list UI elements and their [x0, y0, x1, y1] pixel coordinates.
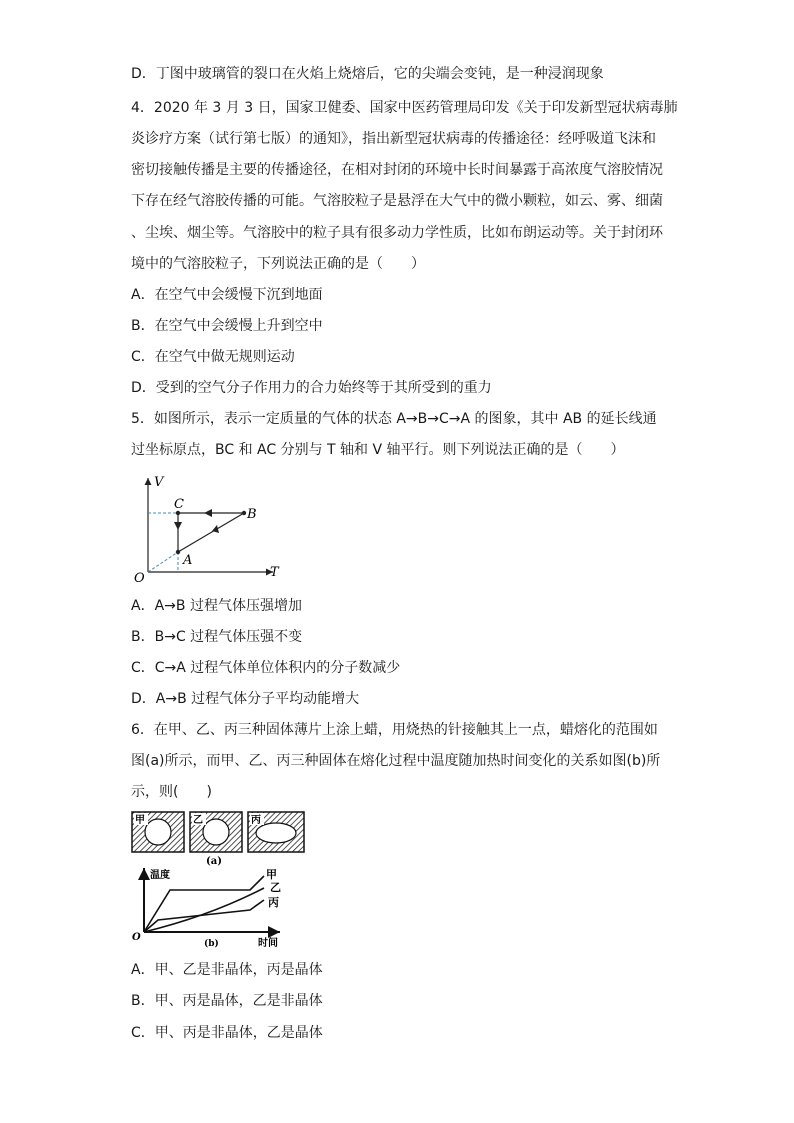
q5-option-d: D．A→B 过程气体分子平均动能增大	[131, 691, 360, 707]
q5-vt-diagram	[128, 470, 288, 585]
time-axis-label: 时间	[258, 938, 278, 949]
arrow-ca	[174, 522, 182, 530]
curve-jia	[144, 876, 264, 932]
caption-a: (a)	[206, 856, 222, 866]
label-bing: 丙	[251, 815, 261, 826]
wax-ellipse-bing	[256, 823, 296, 843]
q6-figure-a	[130, 810, 310, 866]
temp-axis-label: 温度	[150, 870, 170, 881]
q4-text-line: 下存在经气溶胶传播的可能。气溶胶粒子是悬浮在大气中的微小颗粒，如云、雾、细菌	[131, 193, 663, 209]
q3-option-d: D．丁图中玻璃管的裂口在火焰上烧熔后，它的尖端会变钝，是一种浸润现象	[131, 66, 604, 82]
label-jia: 甲	[135, 815, 145, 826]
q4-text-line: 、尘埃、烟尘等。气溶胶中的粒子具有很多动力学性质，比如布朗运动等。关于封闭环	[131, 225, 663, 241]
point-b-label: B	[247, 507, 257, 522]
t-axis-label: T	[270, 565, 279, 580]
wax-circle-yi	[203, 819, 229, 845]
curve-label-jia: 甲	[266, 868, 277, 881]
point-b	[242, 511, 246, 515]
q5-text-line: 5．如图所示，表示一定质量的气体的状态 A→B→C→A 的图象，其中 AB 的延长线通	[131, 411, 657, 427]
q6-option-b: B．甲、丙是晶体，乙是非晶体	[131, 993, 323, 1009]
origin-label: O	[134, 571, 145, 585]
q6-text-line: 示，则( )	[131, 784, 212, 800]
q4-option-d: D．受到的空气分子作用力的合力始终等于其所受到的重力	[131, 380, 492, 396]
q5-option-b: B．B→C 过程气体压强不变	[131, 629, 303, 645]
q6-option-a: A．甲、乙是非晶体，丙是晶体	[131, 962, 323, 978]
line-ab	[178, 513, 244, 552]
point-a-label: A	[183, 553, 193, 568]
q5-text-line: 过坐标原点，BC 和 AC 分别与 T 轴和 V 轴平行。则下列说法正确的是（ ）	[131, 442, 625, 458]
label-yi: 乙	[193, 815, 203, 826]
q4-text-line: 4．2020 年 3 月 3 日，国家卫健委、国家中医药管理局印发《关于印发新型冠状病毒肺	[131, 100, 678, 116]
q6-text-line: 6．在甲、乙、丙三种固体薄片上涂上蜡，用烧热的针接触其上一点，蜡熔化的范围如	[131, 722, 658, 738]
q4-option-c: C．在空气中做无规则运动	[131, 349, 295, 365]
q4-text-line: 境中的气溶胶粒子，下列说法正确的是（ ）	[131, 256, 425, 272]
caption-b: (b)	[204, 939, 219, 949]
point-c-label: C	[174, 497, 184, 512]
q4-text-line: 密切接触传播是主要的传播途径，在相对封闭的环境中长时间暴露于高浓度气溶胶情况	[131, 162, 663, 178]
q6-option-c: C．甲、丙是非晶体，乙是晶体	[131, 1025, 323, 1041]
curve-label-yi: 乙	[270, 881, 281, 894]
arrow-bc	[204, 509, 212, 517]
guide-origin-dashed	[148, 552, 178, 572]
curve-label-bing: 丙	[268, 896, 279, 909]
q5-option-a: A．A→B 过程气体压强增加	[131, 598, 302, 614]
q5-option-c: C．C→A 过程气体单位体积内的分子数减少	[131, 660, 401, 676]
q4-option-b: B．在空气中会缓慢上升到空中	[131, 318, 323, 334]
q4-text-line: 炎诊疗方案（试行第七版）的通知》，指出新型冠状病毒的传播途径：经呼吸道飞沫和	[131, 131, 656, 147]
origin-label: O	[132, 932, 141, 943]
point-a	[176, 550, 180, 554]
q6-figure-b	[130, 864, 300, 950]
wax-circle-jia	[145, 819, 171, 845]
v-axis-label: V	[154, 475, 164, 490]
q4-option-a: A．在空气中会缓慢下沉到地面	[131, 287, 323, 303]
q6-text-line: 图(a)所示，而甲、乙、丙三种固体在熔化过程中温度随加热时间变化的关系如图(b)所	[131, 753, 661, 769]
